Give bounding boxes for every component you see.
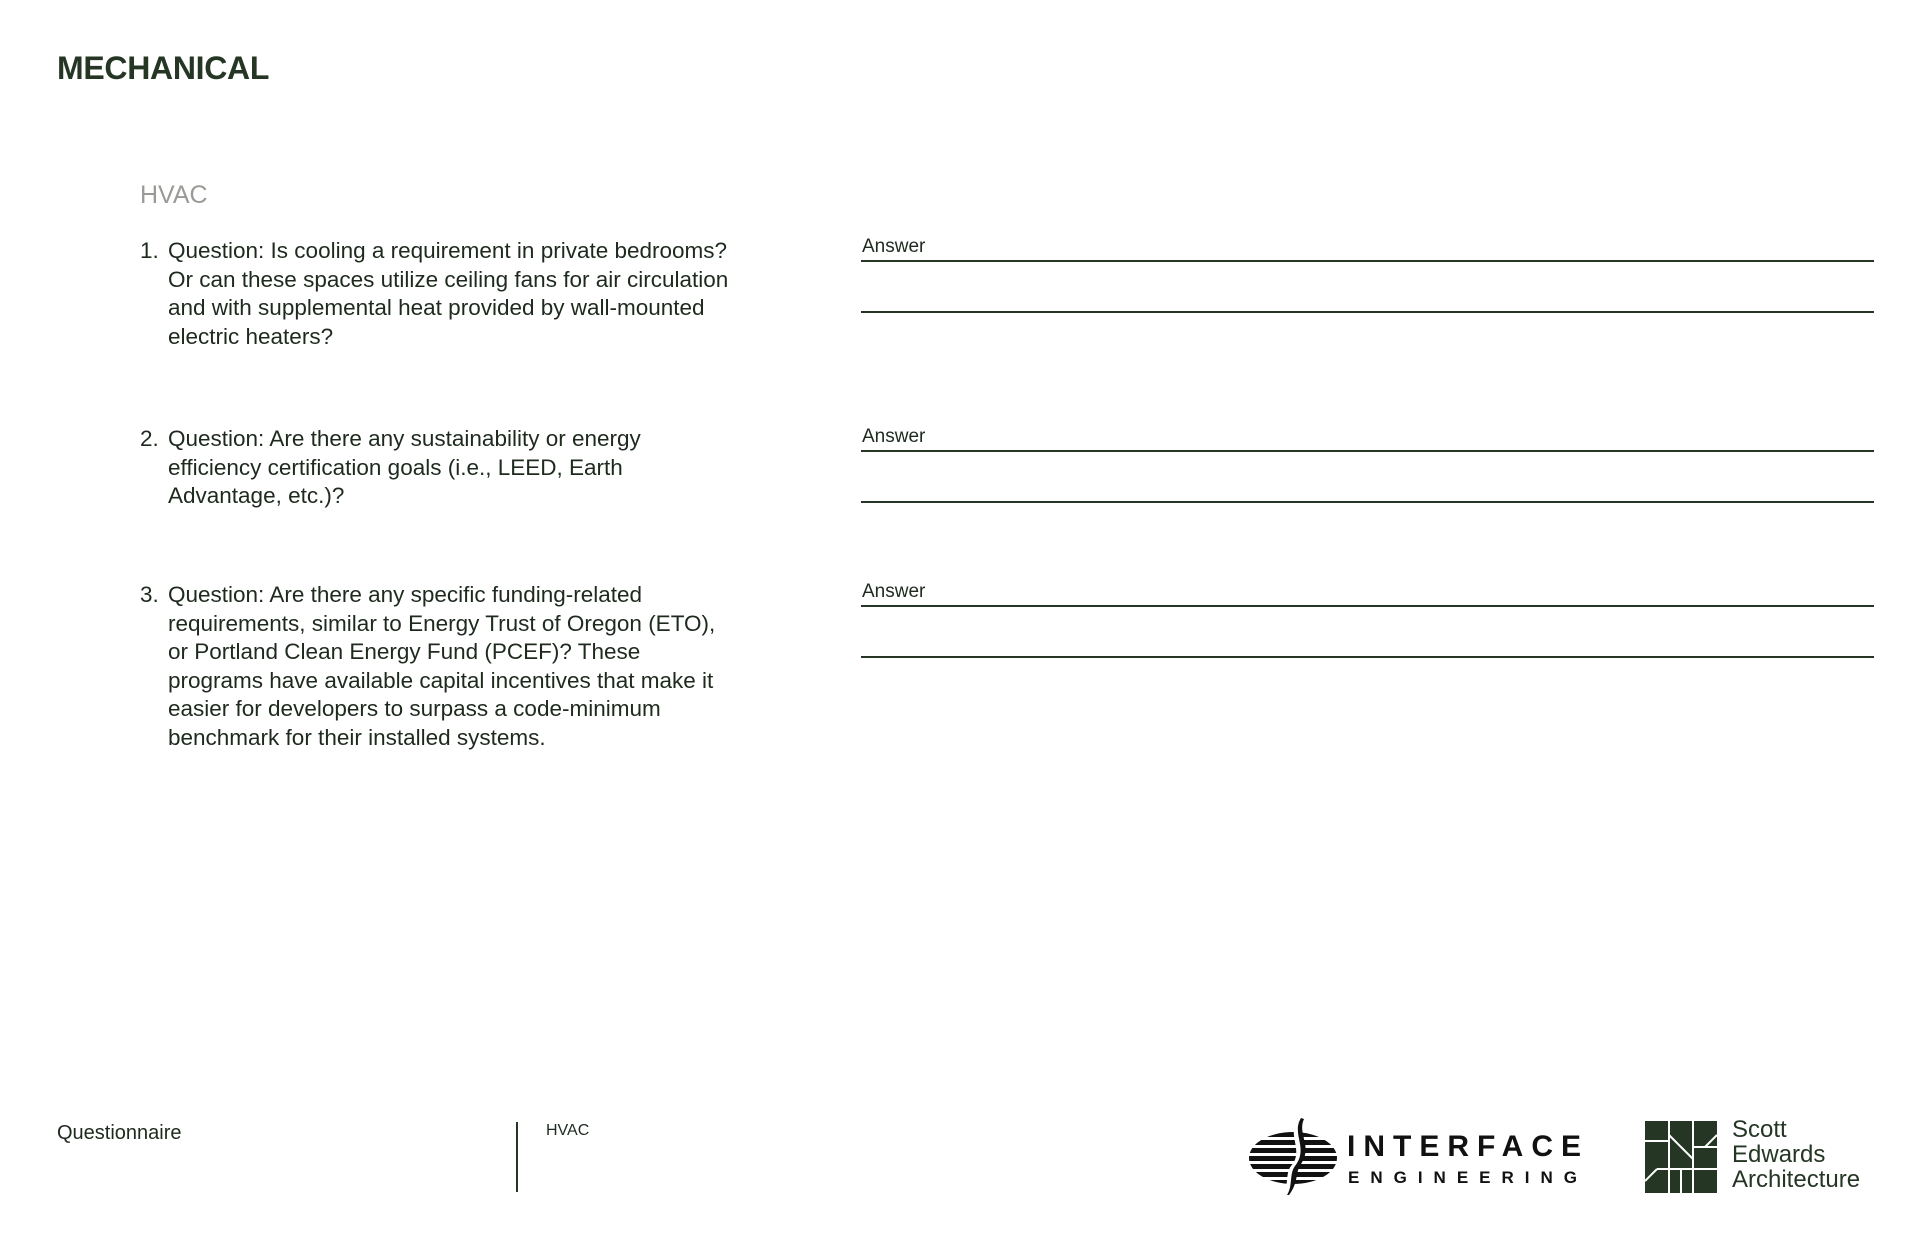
interface-engineering-logo (1247, 1116, 1590, 1196)
answer-line (861, 656, 1874, 658)
answer-line (861, 501, 1874, 503)
question-text: Question: Are there any sustainability or energy efficiency certification goals (i.e., LEED, Earth Advantage, etc.)? (168, 426, 641, 508)
engineering-wordmark: ENGINEERING (1348, 1168, 1589, 1187)
question-item (140, 581, 740, 752)
question-item (140, 237, 740, 351)
footer-divider (516, 1122, 518, 1192)
answer-line (861, 605, 1874, 607)
interface-wordmark: INTERFACE (1347, 1130, 1590, 1163)
question-number: 1. (140, 238, 159, 263)
scott-edwards-logo-icon (1645, 1121, 1717, 1193)
question-text: Question: Is cooling a requirement in private bedrooms? Or can these spaces utilize ceiling fans for air circulation and with supplemental heat provided by wall-mounted electric heaters? (168, 238, 729, 349)
scott-edwards-architecture-logo (1645, 1116, 1875, 1199)
question-item (140, 425, 740, 511)
answer-line (861, 311, 1874, 313)
answer-line (861, 260, 1874, 262)
question-text: Question: Are there any specific funding-related requirements, similar to Energy Trust of Oregon (ETO), or Portland Clean Energy Fund (PCEF)? These programs have available capital incentives that make it easier for developers to surpass a code-minimum benchmark for their installed systems. (168, 582, 716, 750)
page-title: MECHANICAL (57, 50, 270, 86)
answer-label: Answer (862, 236, 926, 257)
section-heading: HVAC (140, 181, 208, 209)
footer-section-label: HVAC (546, 1122, 590, 1139)
answer-label: Answer (862, 581, 926, 602)
answer-field[interactable] (861, 427, 1874, 503)
answer-line (861, 450, 1874, 452)
question-number: 2. (140, 426, 159, 451)
scott-edwards-wordmark (1732, 1117, 1860, 1192)
answer-label: Answer (862, 426, 926, 447)
answer-field[interactable] (861, 237, 1874, 313)
answer-field[interactable] (861, 582, 1874, 658)
sea-line-1: Scott (1732, 1116, 1787, 1143)
interface-engineering-logo-icon (1247, 1116, 1339, 1196)
sea-line-2: Edwards (1732, 1141, 1826, 1168)
footer-document-label: Questionnaire (57, 1122, 182, 1144)
question-number: 3. (140, 582, 159, 607)
sea-line-3: Architecture (1732, 1166, 1861, 1193)
